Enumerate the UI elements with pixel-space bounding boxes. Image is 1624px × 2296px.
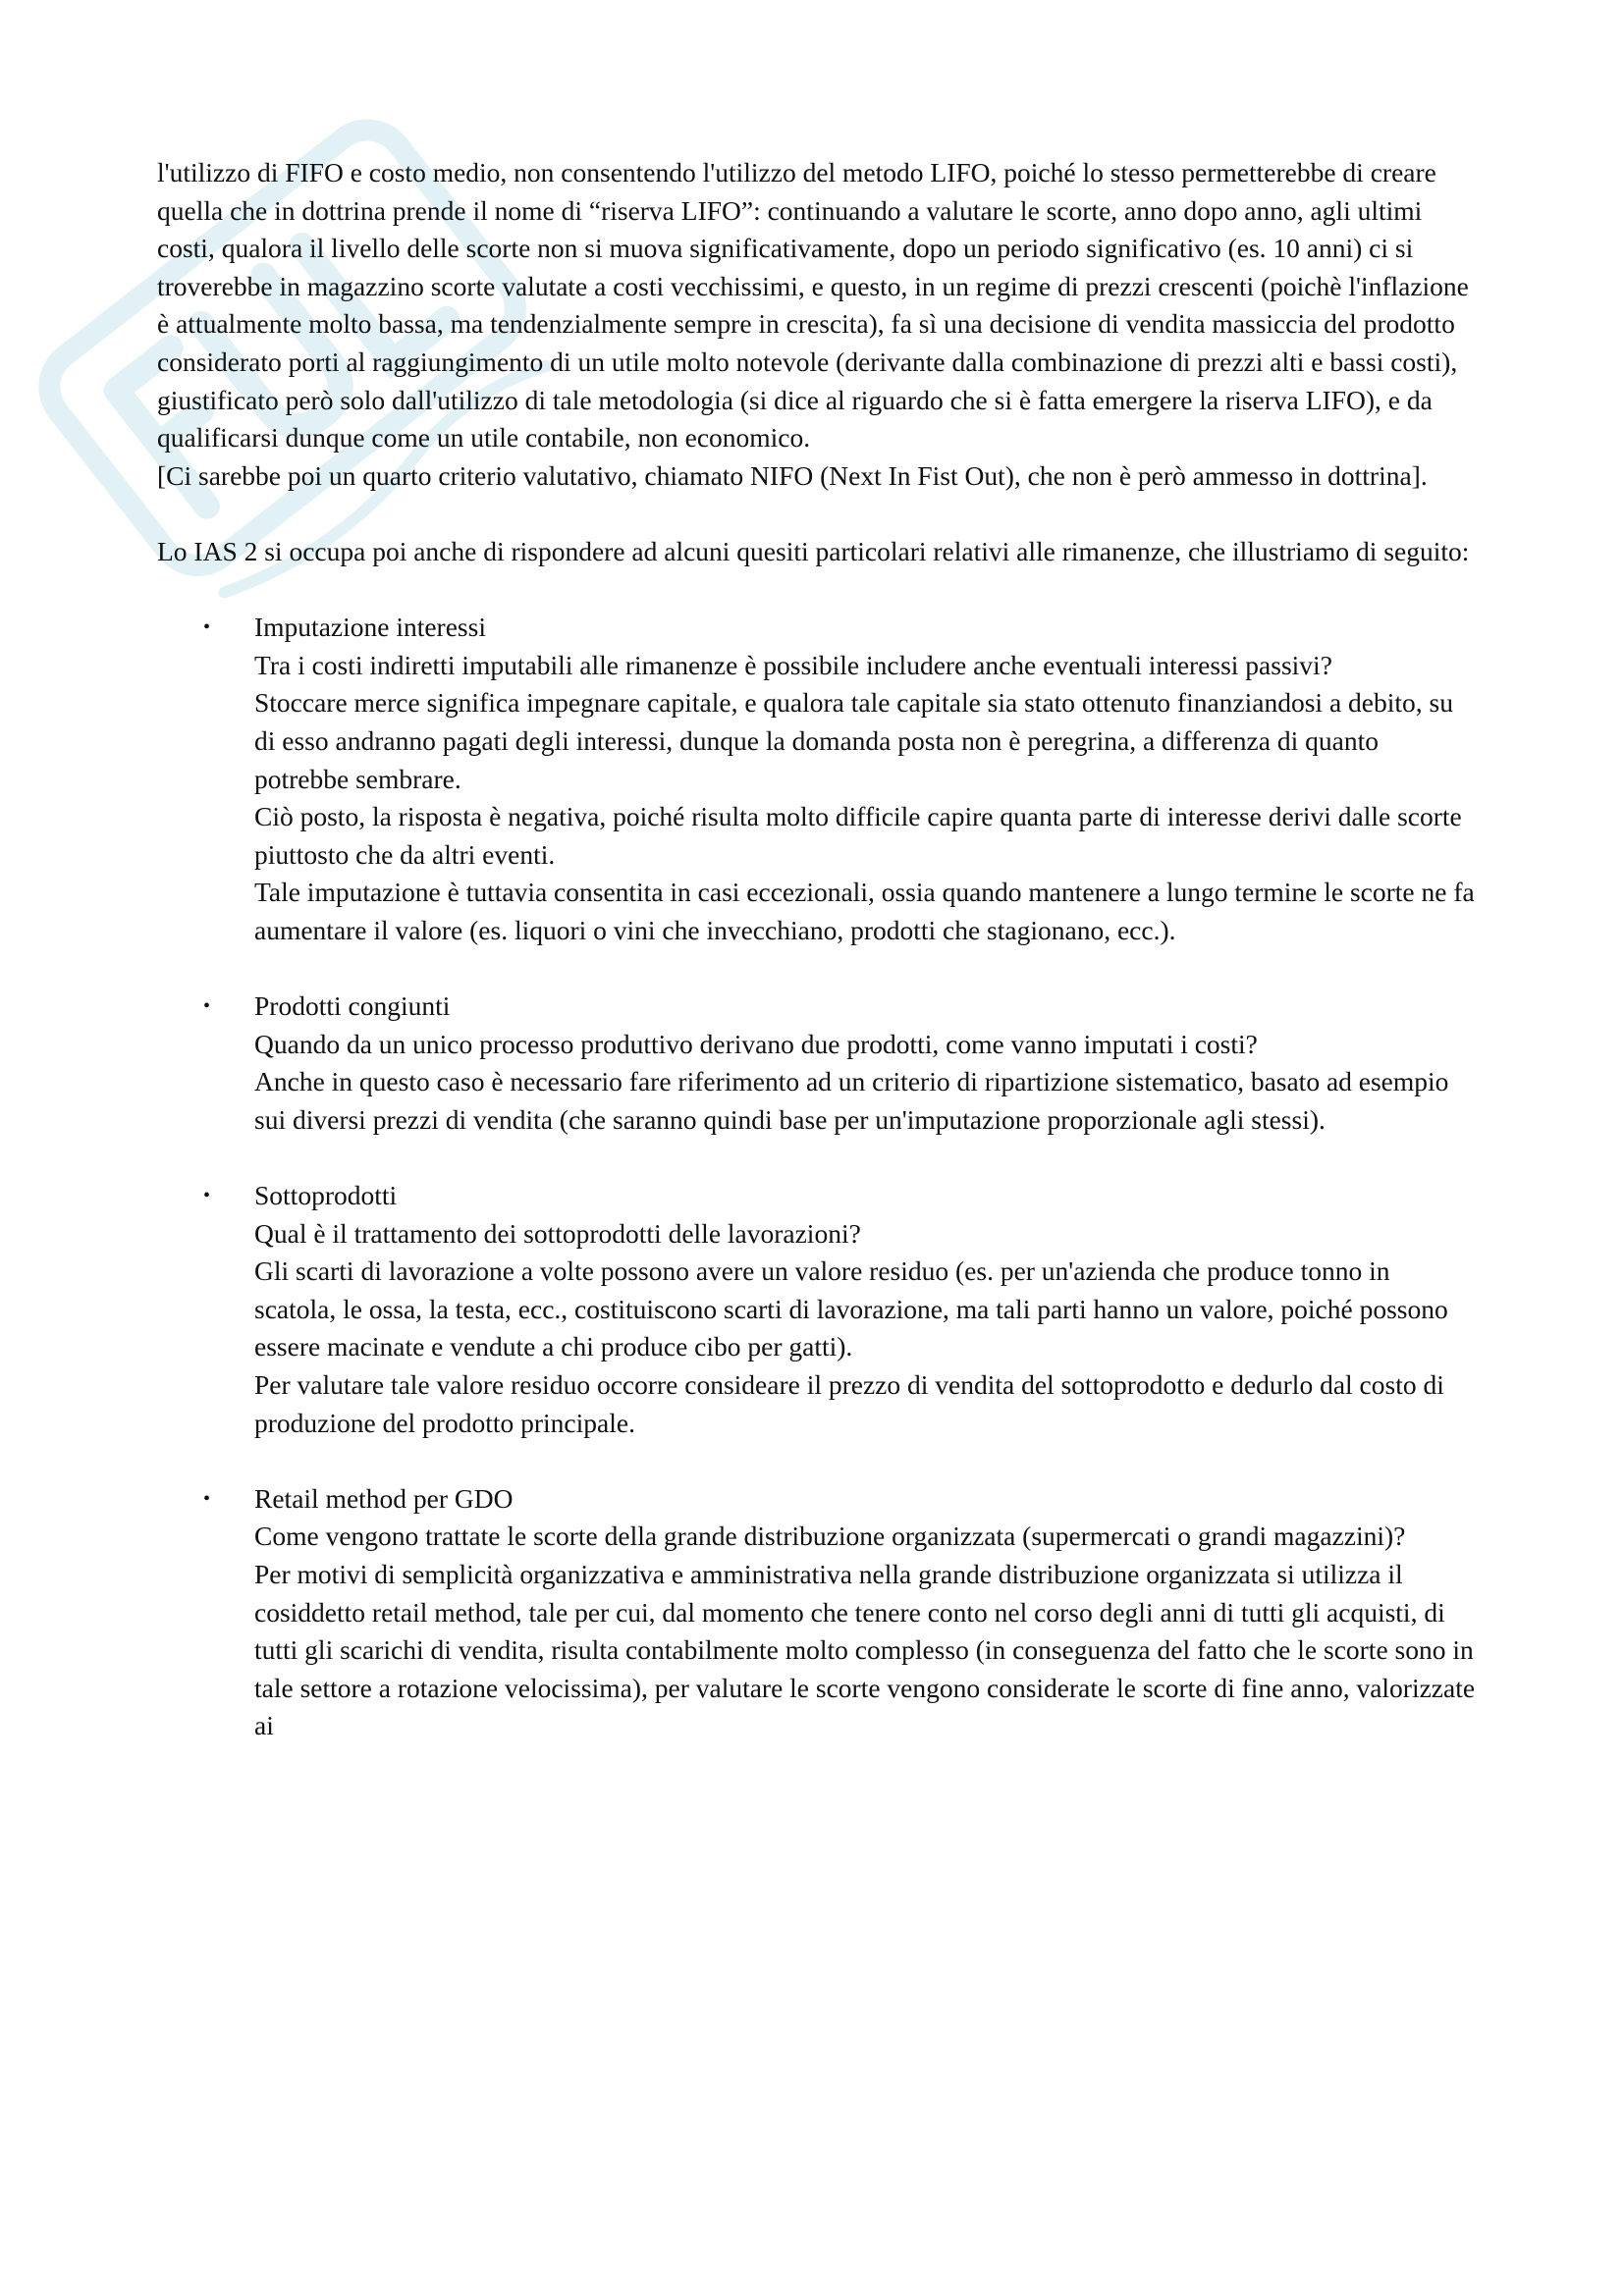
bullet-icon: • bbox=[203, 995, 211, 1018]
document-page bbox=[157, 154, 1478, 1784]
item-paragraph: Ciò posto, la risposta è negativa, poiché risulta molto difficile capire quanta parte di interesse derivi dalle scorte piuttosto che da altri eventi. bbox=[254, 801, 1462, 870]
bullet-icon: • bbox=[203, 1487, 211, 1510]
item-paragraph: Stoccare merce significa impegnare capitale, e qualora tale capitale sia stato ottenuto finanziandosi a debito, su di esso andranno pagati degli interessi, dunque la domanda posta non è peregrina, a differenza di quanto potrebbe sembrare. bbox=[254, 687, 1453, 794]
nifo-note: [Ci sarebbe poi un quarto criterio valutativo, chiamato NIFO (Next In Fist Out), che non è però ammesso in dottrina]. bbox=[157, 459, 1428, 491]
item-title: Prodotti congiunti bbox=[254, 990, 451, 1022]
bullet-icon: • bbox=[203, 1185, 211, 1207]
intro-paragraph: l'utilizzo di FIFO e costo medio, non consentendo l'utilizzo del metodo LIFO, poiché lo stesso permetterebbe di creare quella che in dottrina prende il nome di “riserva LIFO”: continuando a valutare le scorte, anno dopo anno, agli ultimi costi, qualora il livello delle scorte non si muova significativamente, dopo un periodo significativo (es. 10 anni) ci si troverebbe in magazzino scorte valutate a costi vecchissimi, e questo, in un regime di prezzi crescenti (poichè l'inflazione è attualmente molto bassa, ma tendenzialmente sempre in crescita), fa sì una decisione di vendita massiccia del prodotto considerato porti al raggiungimento di un utile molto notevole (derivante dalla combinazione di prezzi alti e bassi costi), giustificato però solo dall'utilizzo di tale metodologia (si dice al riguardo che si è fatta emergere la riserva LIFO), e da qualificarsi dunque come un utile contabile, non economico. bbox=[157, 157, 1469, 454]
topics-list bbox=[157, 609, 1478, 1745]
item-paragraph: Quando da un unico processo produttivo derivano due prodotti, come vanno imputati i costi? bbox=[254, 1028, 1258, 1059]
item-paragraph: Tra i costi indiretti imputabili alle rimanenze è possibile includere anche eventuali interessi passivi? bbox=[254, 649, 1332, 680]
item-paragraph: Gli scarti di lavorazione a volte possono avere un valore residuo (es. per un'azienda che produce tonno in scatola, le ossa, la testa, ecc., costituiscono scarti di lavorazione, ma tali parti hanno un valore, poiché possono essere macinate e vendute a chi produce cibo per gatti). bbox=[254, 1255, 1448, 1362]
paragraph-gap bbox=[157, 495, 1478, 533]
list-item-sottoprodotti bbox=[157, 1177, 1478, 1442]
list-item-retail-method bbox=[157, 1480, 1478, 1745]
item-paragraph: Qual è il trattamento dei sottoprodotti delle lavorazioni? bbox=[254, 1217, 861, 1249]
paragraph-gap bbox=[157, 571, 1478, 610]
item-paragraph: Per valutare tale valore residuo occorre consideare il prezzo di vendita del sottoprodotto e dedurlo dal costo di produzione del prodotto principale. bbox=[254, 1369, 1444, 1438]
bullet-icon: • bbox=[203, 616, 211, 639]
item-title: Retail method per GDO bbox=[254, 1482, 514, 1514]
item-paragraph: Tale imputazione è tuttavia consentita in casi eccezionali, ossia quando mantenere a lungo termine le scorte ne fa aumentare il valore (es. liquori o vini che invecchiano, prodotti che stagionano, ecc.). bbox=[254, 877, 1475, 945]
item-title: Imputazione interessi bbox=[254, 612, 486, 643]
item-title: Sottoprodotti bbox=[254, 1180, 398, 1211]
item-paragraph: Per motivi di semplicità organizzativa e amministrativa nella grande distribuzione organizzata si utilizza il cosiddetto retail method, tale per cui, dal momento che tenere conto nel corso degli anni di tutti gli acquisti, di tutti gli scarichi di vendita, risulta contabilmente molto complesso (in conseguenza del fatto che le scorte sono in tale settore a rotazione velocissima), per valutare le scorte vengono considerate le scorte di fine anno, valorizzate ai bbox=[254, 1558, 1476, 1741]
ias-intro-paragraph: Lo IAS 2 si occupa poi anche di rispondere ad alcuni quesiti particolari relativi alle rimanenze, che illustriamo di seguito: bbox=[157, 535, 1470, 566]
item-paragraph: Come vengono trattate le scorte della grande distribuzione organizzata (supermercati o grandi magazzini)? bbox=[254, 1521, 1406, 1552]
list-item-prodotti-congiunti bbox=[157, 988, 1478, 1139]
item-paragraph: Anche in questo caso è necessario fare riferimento ad un criterio di ripartizione sistematico, basato ad esempio sui diversi prezzi di vendita (che saranno quindi base per un'imputazione proporzionale agli stessi). bbox=[254, 1066, 1449, 1135]
list-item-imputazione-interessi bbox=[157, 609, 1478, 949]
